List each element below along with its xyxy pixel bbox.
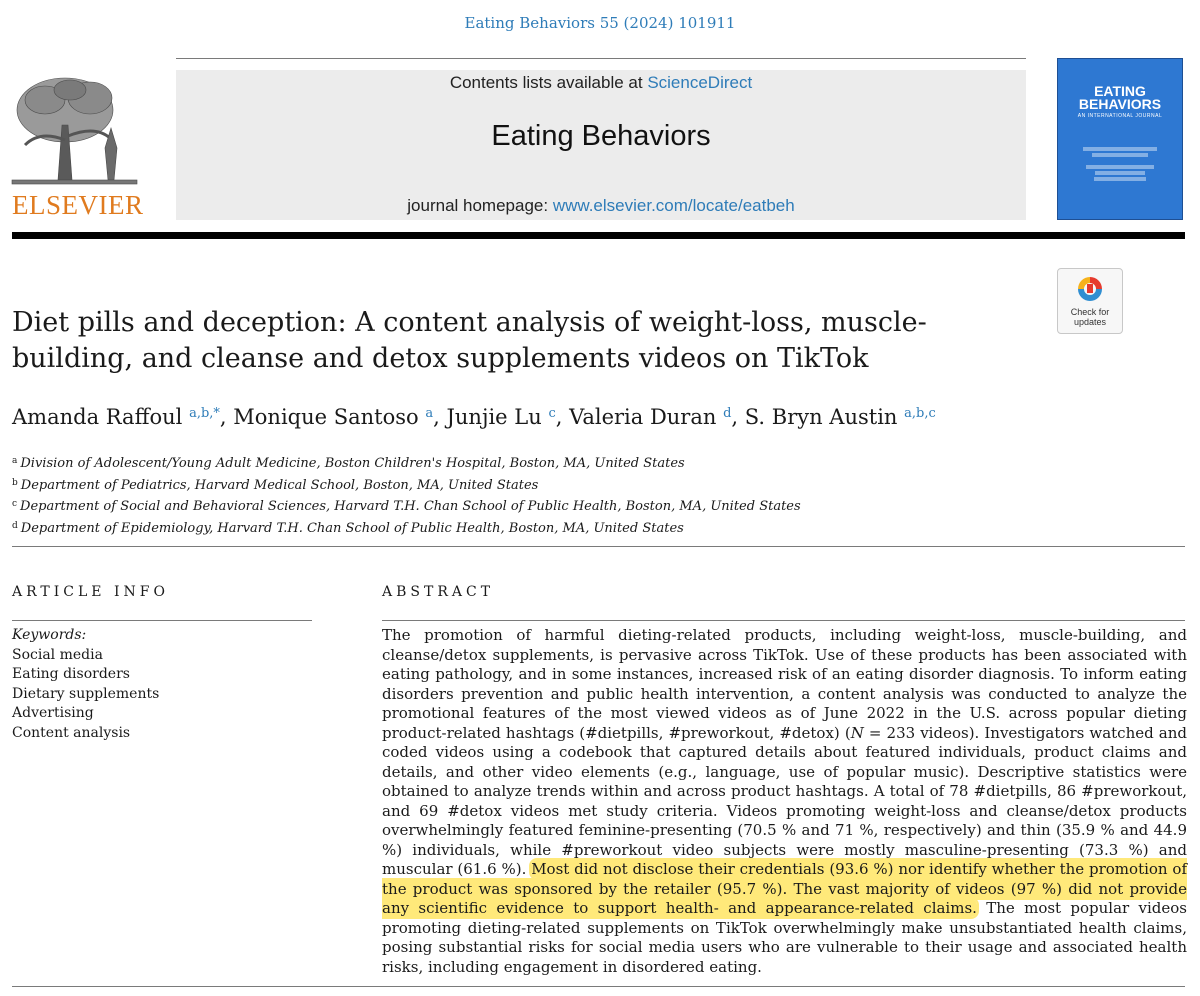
- crossmark-icon: [1075, 274, 1105, 304]
- author-separator: ,: [219, 405, 234, 429]
- author-separator: ,: [731, 405, 745, 429]
- homepage-prefix: journal homepage:: [407, 196, 553, 215]
- abstract-n-symbol: N: [850, 723, 864, 742]
- header-thick-divider: [12, 232, 1185, 239]
- affiliation-item: $^c$ Department of Social and Behavioral Sciences, Harvard T.H. Chan School of Public Health, Boston, MA, United States: [12, 499, 801, 514]
- cover-title: [1058, 85, 1182, 111]
- author-affiliation-marks[interactable]: a,b,c: [904, 406, 936, 421]
- abstract-part-2: = 233 videos). Investigators watched and coded videos using a codebook that captured details about featured individuals, product claims and details, and other video elements (e.g., language, use of popular music). Descriptive statistics were obtained to analyze trends within and across product hashtags. A total of 78 #dietpills, 86 #preworkout, and 69 #detox videos met study criteria. Videos promoting weight-loss and cleanse/detox products overwhelmingly featured feminine-presenting (70.5 % and 71 %, respectively) and thin (35.9 % and 44.9 %) individuals, while #preworkout video subjects were mostly masculine-presenting (73.3 %) and muscular (61.6 %).: [382, 723, 1187, 878]
- abstract-heading: ABSTRACT: [382, 584, 495, 600]
- keywords-label: Keywords:: [12, 627, 87, 643]
- affiliation-item: $^a$ Division of Adolescent/Young Adult Medicine, Boston Children's Hospital, Boston, MA, United States: [12, 456, 685, 471]
- journal-cover-thumbnail[interactable]: [1057, 58, 1183, 220]
- author-affiliation-marks[interactable]: a,b,*: [189, 406, 220, 421]
- cover-fine-print-block: [1058, 145, 1182, 183]
- top-divider: [176, 58, 1026, 59]
- author[interactable]: Junjie Lu: [446, 405, 542, 429]
- author-separator: ,: [555, 405, 570, 429]
- keyword-item: Content analysis: [12, 724, 131, 741]
- abstract-divider: [382, 620, 1185, 621]
- abstract-part-1: The promotion of harmful dieting-related products, including weight-loss, muscle-building, and cleanse/detox supplements, is pervasive across TikTok. Use of these products has been associated with eating pathology, and in some instances, increased risk of an eating disorder diagnosis. To inform eating disorders prevention and public health intervention, a content analysis was conducted to analyze the promotional features of the most viewed videos as of June 2022 in the U.S. across popular dieting product-related hashtags (#dietpills, #preworkout, #detox) (: [382, 626, 1187, 742]
- keywords-panel: [12, 626, 159, 743]
- author-affiliation-marks[interactable]: d: [723, 406, 732, 421]
- publisher-name: ELSEVIER: [12, 190, 144, 220]
- journal-title: Eating Behaviors: [491, 120, 711, 152]
- keyword-item: Social media: [12, 646, 103, 663]
- affiliation-item: $^b$ Department of Pediatrics, Harvard Medical School, Boston, MA, United States: [12, 477, 539, 493]
- abstract-text: [382, 626, 1187, 977]
- abstract-part-3: The most popular videos promoting dieting-related supplements on TikTok overwhelmingly make unsubstantiated health claims, posing substantial risks for social media users who are vulnerable to their usage and associated health risks, including engagement in disordered eating.: [382, 899, 1187, 976]
- author-affiliation-marks[interactable]: a: [425, 406, 434, 421]
- author-affiliation-marks[interactable]: c: [548, 406, 556, 421]
- affiliation-list: [12, 452, 1112, 538]
- author-list: [12, 405, 1112, 429]
- journal-citation[interactable]: Eating Behaviors 55 (2024) 101911: [464, 14, 736, 32]
- author[interactable]: Amanda Raffoul: [12, 405, 183, 429]
- journal-masthead: [176, 70, 1026, 220]
- affiliation-item: $^d$ Department of Epidemiology, Harvard T.H. Chan School of Public Health, Boston, MA, United States: [12, 520, 684, 536]
- article-info-divider: [12, 620, 312, 621]
- keyword-item: Dietary supplements: [12, 685, 160, 702]
- article-info-heading: ARTICLE INFO: [12, 584, 169, 600]
- check-for-updates-label: Check for updates: [1070, 307, 1110, 327]
- article-title: Diet pills and deception: A content analysis of weight-loss, muscle-building, and cleanse and detox supplements videos on TikTok: [12, 307, 927, 374]
- cover-subtitle: AN INTERNATIONAL JOURNAL: [1077, 113, 1163, 119]
- check-for-updates-button[interactable]: [1057, 268, 1123, 334]
- bottom-divider: [12, 986, 1185, 987]
- journal-homepage-link[interactable]: www.elsevier.com/locate/eatbeh: [552, 196, 795, 215]
- author[interactable]: S. Bryn Austin: [744, 405, 898, 429]
- journal-homepage: [176, 196, 1026, 216]
- keyword-item: Eating disorders: [12, 666, 130, 682]
- contents-availability: [176, 73, 1026, 93]
- contents-prefix: Contents lists available at: [449, 73, 648, 92]
- author[interactable]: Monique Santoso: [233, 405, 419, 429]
- cover-title-line1: EATING: [1094, 83, 1146, 99]
- highlighted-passage: Most did not disclose their credentials (93.6 %) nor identify whether the promotion of the product was sponsored by the retailer (95.7 %). The vast majority of videos (97 %) did not provide any scientific evidence to support health- and appearance-related claims.: [382, 860, 1187, 917]
- author[interactable]: Valeria Duran: [569, 405, 717, 429]
- cover-title-line2: BEHAVIORS: [1078, 96, 1162, 112]
- section-divider: [12, 546, 1185, 547]
- author-separator: ,: [433, 405, 447, 429]
- sciencedirect-link[interactable]: ScienceDirect: [647, 73, 753, 92]
- keyword-item: Advertising: [12, 705, 94, 721]
